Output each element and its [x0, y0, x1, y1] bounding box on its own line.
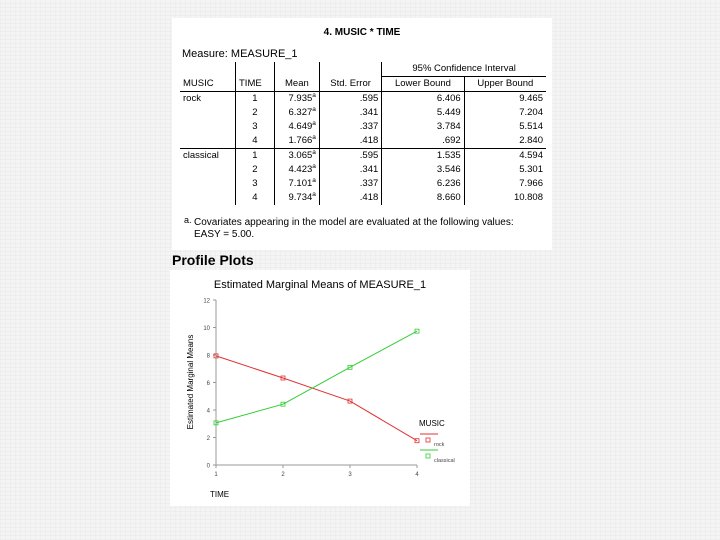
- legend-title: MUSIC: [419, 419, 445, 428]
- cell-lower-bound-value: .692: [442, 135, 461, 146]
- cell-music: [180, 120, 236, 134]
- cell-std-error-value: .418: [359, 135, 379, 146]
- cell-time-value: 1: [252, 150, 258, 161]
- cell-lower-bound-value: 8.660: [436, 192, 461, 203]
- cell-time: [236, 92, 275, 107]
- cell-lower-bound: [382, 120, 464, 134]
- y-tick-label: 12: [203, 298, 210, 305]
- cell-mean: [274, 120, 319, 134]
- cell-upper-bound: [464, 120, 546, 134]
- stats-table-panel: [172, 18, 552, 250]
- cell-time-value: 2: [252, 164, 258, 175]
- cell-lower-bound-value: 6.236: [436, 178, 461, 189]
- series-line-classical: [216, 331, 417, 423]
- cell-mean: [274, 134, 319, 149]
- stats-table-body: [180, 62, 546, 205]
- cell-music: [180, 106, 236, 120]
- cell-lower-bound-value: 1.535: [436, 150, 461, 161]
- y-tick-label: 4: [206, 408, 210, 415]
- cell-lower-bound-value: 5.449: [436, 107, 461, 118]
- cell-lower-bound: [382, 134, 464, 149]
- cell-time: [236, 120, 275, 134]
- cell-std-error-value: .337: [359, 178, 379, 189]
- cell-std-error: [319, 163, 381, 177]
- mean-superscript: a: [312, 105, 316, 113]
- cell-upper-bound-value: 7.966: [519, 178, 543, 189]
- col-header-std-error: Std. Error: [319, 77, 381, 92]
- cell-lower-bound-value: 6.406: [436, 93, 461, 104]
- cell-upper-bound: [464, 177, 546, 191]
- cell-mean-value: 7.101: [288, 178, 313, 189]
- cell-mean-value: 4.649: [288, 121, 313, 132]
- cell-mean: [274, 191, 319, 205]
- col-header-lower-bound: Lower Bound: [382, 77, 464, 92]
- cell-std-error-value: .337: [359, 121, 379, 132]
- x-tick-label: 3: [348, 472, 352, 478]
- cell-lower-bound: [382, 163, 464, 177]
- mean-superscript: a: [312, 119, 316, 127]
- table-row: [180, 134, 546, 149]
- cell-time: [236, 149, 275, 164]
- mean-superscript: a: [312, 91, 316, 99]
- cell-music: [180, 149, 236, 164]
- footnote-text: Covariates appearing in the model are evaluated at the following values: EASY = 5.00.: [194, 217, 514, 240]
- cell-lower-bound: [382, 177, 464, 191]
- cell-upper-bound-value: 4.594: [519, 150, 543, 161]
- y-tick-label: 0: [206, 463, 210, 470]
- cell-upper-bound-value: 5.301: [519, 164, 543, 175]
- series-line-rock: [216, 356, 417, 441]
- cell-upper-bound: [464, 163, 546, 177]
- cell-time-value: 4: [252, 192, 258, 203]
- cell-std-error: [319, 92, 381, 107]
- cell-time: [236, 106, 275, 120]
- mean-superscript: a: [312, 133, 316, 141]
- stats-table: [180, 62, 546, 205]
- cell-upper-bound: [464, 92, 546, 107]
- cell-std-error-value: .418: [359, 192, 379, 203]
- cell-upper-bound-value: 10.808: [513, 192, 543, 203]
- chart-title: Estimated Marginal Means of MEASURE_1: [213, 279, 427, 291]
- column-header-row: [180, 77, 546, 92]
- cell-music: [180, 92, 236, 107]
- profile-plots-heading: Profile Plots: [172, 252, 254, 268]
- cell-std-error-value: .595: [359, 93, 379, 104]
- mean-superscript: a: [312, 148, 316, 156]
- cell-time: [236, 177, 275, 191]
- table-footnote: [184, 215, 534, 241]
- y-tick-label: 6: [206, 381, 210, 387]
- x-tick-label: 1: [214, 472, 218, 478]
- cell-music-value: rock: [183, 93, 201, 104]
- table-row: [180, 106, 546, 120]
- cell-time: [236, 163, 275, 177]
- legend-label-classical: classical: [434, 458, 455, 464]
- cell-upper-bound-value: 5.514: [519, 121, 543, 132]
- x-axis-label: TIME: [210, 490, 230, 499]
- table-row: [180, 191, 546, 205]
- x-tick-label: 2: [281, 472, 285, 478]
- cell-mean-value: 6.327: [288, 107, 313, 118]
- cell-lower-bound-value: 3.784: [436, 121, 461, 132]
- cell-music: [180, 163, 236, 177]
- x-tick-label: 4: [415, 472, 419, 478]
- cell-mean: [274, 177, 319, 191]
- cell-std-error: [319, 106, 381, 120]
- cell-music: [180, 177, 236, 191]
- table-row: [180, 120, 546, 134]
- table-row: [180, 92, 546, 107]
- cell-mean-value: 1.766: [288, 135, 313, 146]
- cell-std-error-value: .341: [359, 107, 379, 118]
- y-tick-label: 8: [206, 353, 210, 360]
- cell-lower-bound: [382, 106, 464, 120]
- ci-header: 95% Confidence Interval: [382, 62, 546, 77]
- cell-music-value: classical: [183, 150, 219, 161]
- cell-std-error: [319, 177, 381, 191]
- table-row: [180, 177, 546, 191]
- cell-upper-bound: [464, 191, 546, 205]
- cell-upper-bound: [464, 134, 546, 149]
- cell-mean-value: 7.935: [288, 93, 313, 104]
- legend-label-rock: rock: [434, 442, 445, 448]
- cell-time-value: 3: [252, 178, 258, 189]
- cell-mean: [274, 106, 319, 120]
- cell-time-value: 2: [252, 107, 258, 118]
- cell-time: [236, 134, 275, 149]
- cell-music: [180, 191, 236, 205]
- cell-std-error: [319, 191, 381, 205]
- cell-mean: [274, 163, 319, 177]
- table-row: [180, 163, 546, 177]
- cell-mean-value: 9.734: [288, 192, 313, 203]
- cell-upper-bound-value: 9.465: [519, 93, 543, 104]
- y-tick-label: 10: [203, 326, 210, 332]
- cell-std-error: [319, 134, 381, 149]
- table-title: 4. MUSIC * TIME: [323, 27, 401, 38]
- cell-lower-bound: [382, 191, 464, 205]
- cell-lower-bound-value: 3.546: [436, 164, 461, 175]
- cell-std-error: [319, 149, 381, 164]
- ci-header-row: [180, 62, 546, 77]
- cell-std-error: [319, 120, 381, 134]
- table-row: [180, 149, 546, 164]
- cell-upper-bound: [464, 149, 546, 164]
- cell-std-error-value: .595: [359, 150, 379, 161]
- col-header-upper-bound: Upper Bound: [464, 77, 546, 92]
- profile-plot: [170, 270, 470, 506]
- cell-mean: [274, 92, 319, 107]
- cell-upper-bound-value: 2.840: [519, 135, 543, 146]
- cell-mean-value: 4.423: [288, 164, 313, 175]
- cell-upper-bound: [464, 106, 546, 120]
- cell-lower-bound: [382, 92, 464, 107]
- footnote-marker: a.: [184, 215, 192, 225]
- cell-time-value: 1: [252, 93, 258, 104]
- cell-std-error-value: .341: [359, 164, 379, 175]
- mean-superscript: a: [312, 162, 316, 170]
- cell-upper-bound-value: 7.204: [519, 107, 543, 118]
- cell-time-value: 3: [252, 121, 258, 132]
- measure-label: Measure: MEASURE_1: [182, 48, 298, 60]
- mean-superscript: a: [312, 176, 316, 184]
- profile-plot-panel: [170, 270, 470, 506]
- legend-swatch-marker-classical: [426, 454, 430, 458]
- cell-mean-value: 3.065: [288, 150, 313, 161]
- y-tick-label: 2: [206, 436, 210, 442]
- cell-mean: [274, 149, 319, 164]
- col-header-music: MUSIC: [180, 77, 236, 92]
- legend-swatch-marker-rock: [426, 438, 430, 442]
- cell-lower-bound: [382, 149, 464, 164]
- mean-superscript: a: [312, 190, 316, 198]
- col-header-mean: Mean: [274, 77, 319, 92]
- cell-music: [180, 134, 236, 149]
- cell-time-value: 4: [252, 135, 258, 146]
- col-header-time: TIME: [236, 77, 275, 92]
- cell-time: [236, 191, 275, 205]
- y-axis-label: Estimated Marginal Means: [186, 334, 195, 430]
